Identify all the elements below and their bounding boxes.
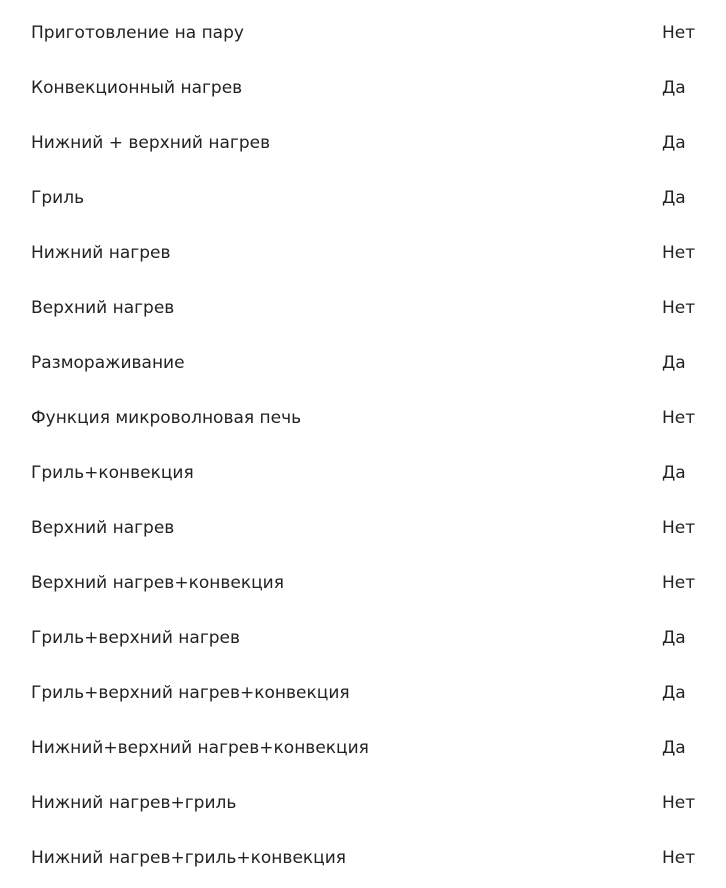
spec-row	[0, 720, 726, 775]
spec-row	[0, 445, 726, 500]
spec-row	[0, 225, 726, 280]
spec-value: Да	[662, 462, 686, 483]
spec-name: Нижний нагрев+гриль+конвекция	[31, 847, 347, 868]
spec-name: Верхний нагрев+конвекция	[31, 572, 284, 593]
spec-name: Нижний нагрев	[31, 242, 171, 263]
spec-name: Гриль	[31, 187, 85, 208]
spec-row	[0, 775, 726, 830]
spec-name: Приготовление на пару	[31, 22, 244, 43]
spec-value: Да	[662, 77, 686, 98]
spec-row	[0, 335, 726, 390]
spec-row	[0, 500, 726, 555]
spec-name: Гриль+верхний нагрев+конвекция	[31, 682, 350, 703]
spec-row	[0, 555, 726, 610]
spec-value: Да	[662, 187, 686, 208]
spec-row	[0, 280, 726, 335]
spec-value: Нет	[662, 517, 696, 538]
spec-name: Размораживание	[31, 352, 185, 373]
spec-value: Нет	[662, 572, 696, 593]
spec-value: Нет	[662, 297, 696, 318]
spec-row	[0, 60, 726, 115]
spec-value: Да	[662, 737, 686, 758]
spec-name: Верхний нагрев	[31, 517, 175, 538]
spec-name: Нижний нагрев+гриль	[31, 792, 237, 813]
spec-row	[0, 5, 726, 60]
spec-name: Гриль+верхний нагрев	[31, 627, 241, 648]
spec-value: Нет	[662, 22, 696, 43]
spec-row	[0, 170, 726, 225]
spec-value: Нет	[662, 792, 696, 813]
spec-row	[0, 390, 726, 445]
spec-row	[0, 115, 726, 170]
spec-value: Да	[662, 682, 686, 703]
spec-row	[0, 830, 726, 885]
spec-name: Нижний+верхний нагрев+конвекция	[31, 737, 369, 758]
spec-value: Да	[662, 352, 686, 373]
spec-value: Нет	[662, 242, 696, 263]
spec-value: Нет	[662, 407, 696, 428]
spec-name: Конвекционный нагрев	[31, 77, 243, 98]
spec-name: Функция микроволновая печь	[31, 407, 302, 428]
spec-row	[0, 665, 726, 720]
spec-name: Гриль+конвекция	[31, 462, 194, 483]
spec-row	[0, 610, 726, 665]
spec-value: Нет	[662, 847, 696, 868]
spec-value: Да	[662, 132, 686, 153]
spec-value: Да	[662, 627, 686, 648]
spec-name: Нижний + верхний нагрев	[31, 132, 271, 153]
spec-name: Верхний нагрев	[31, 297, 175, 318]
